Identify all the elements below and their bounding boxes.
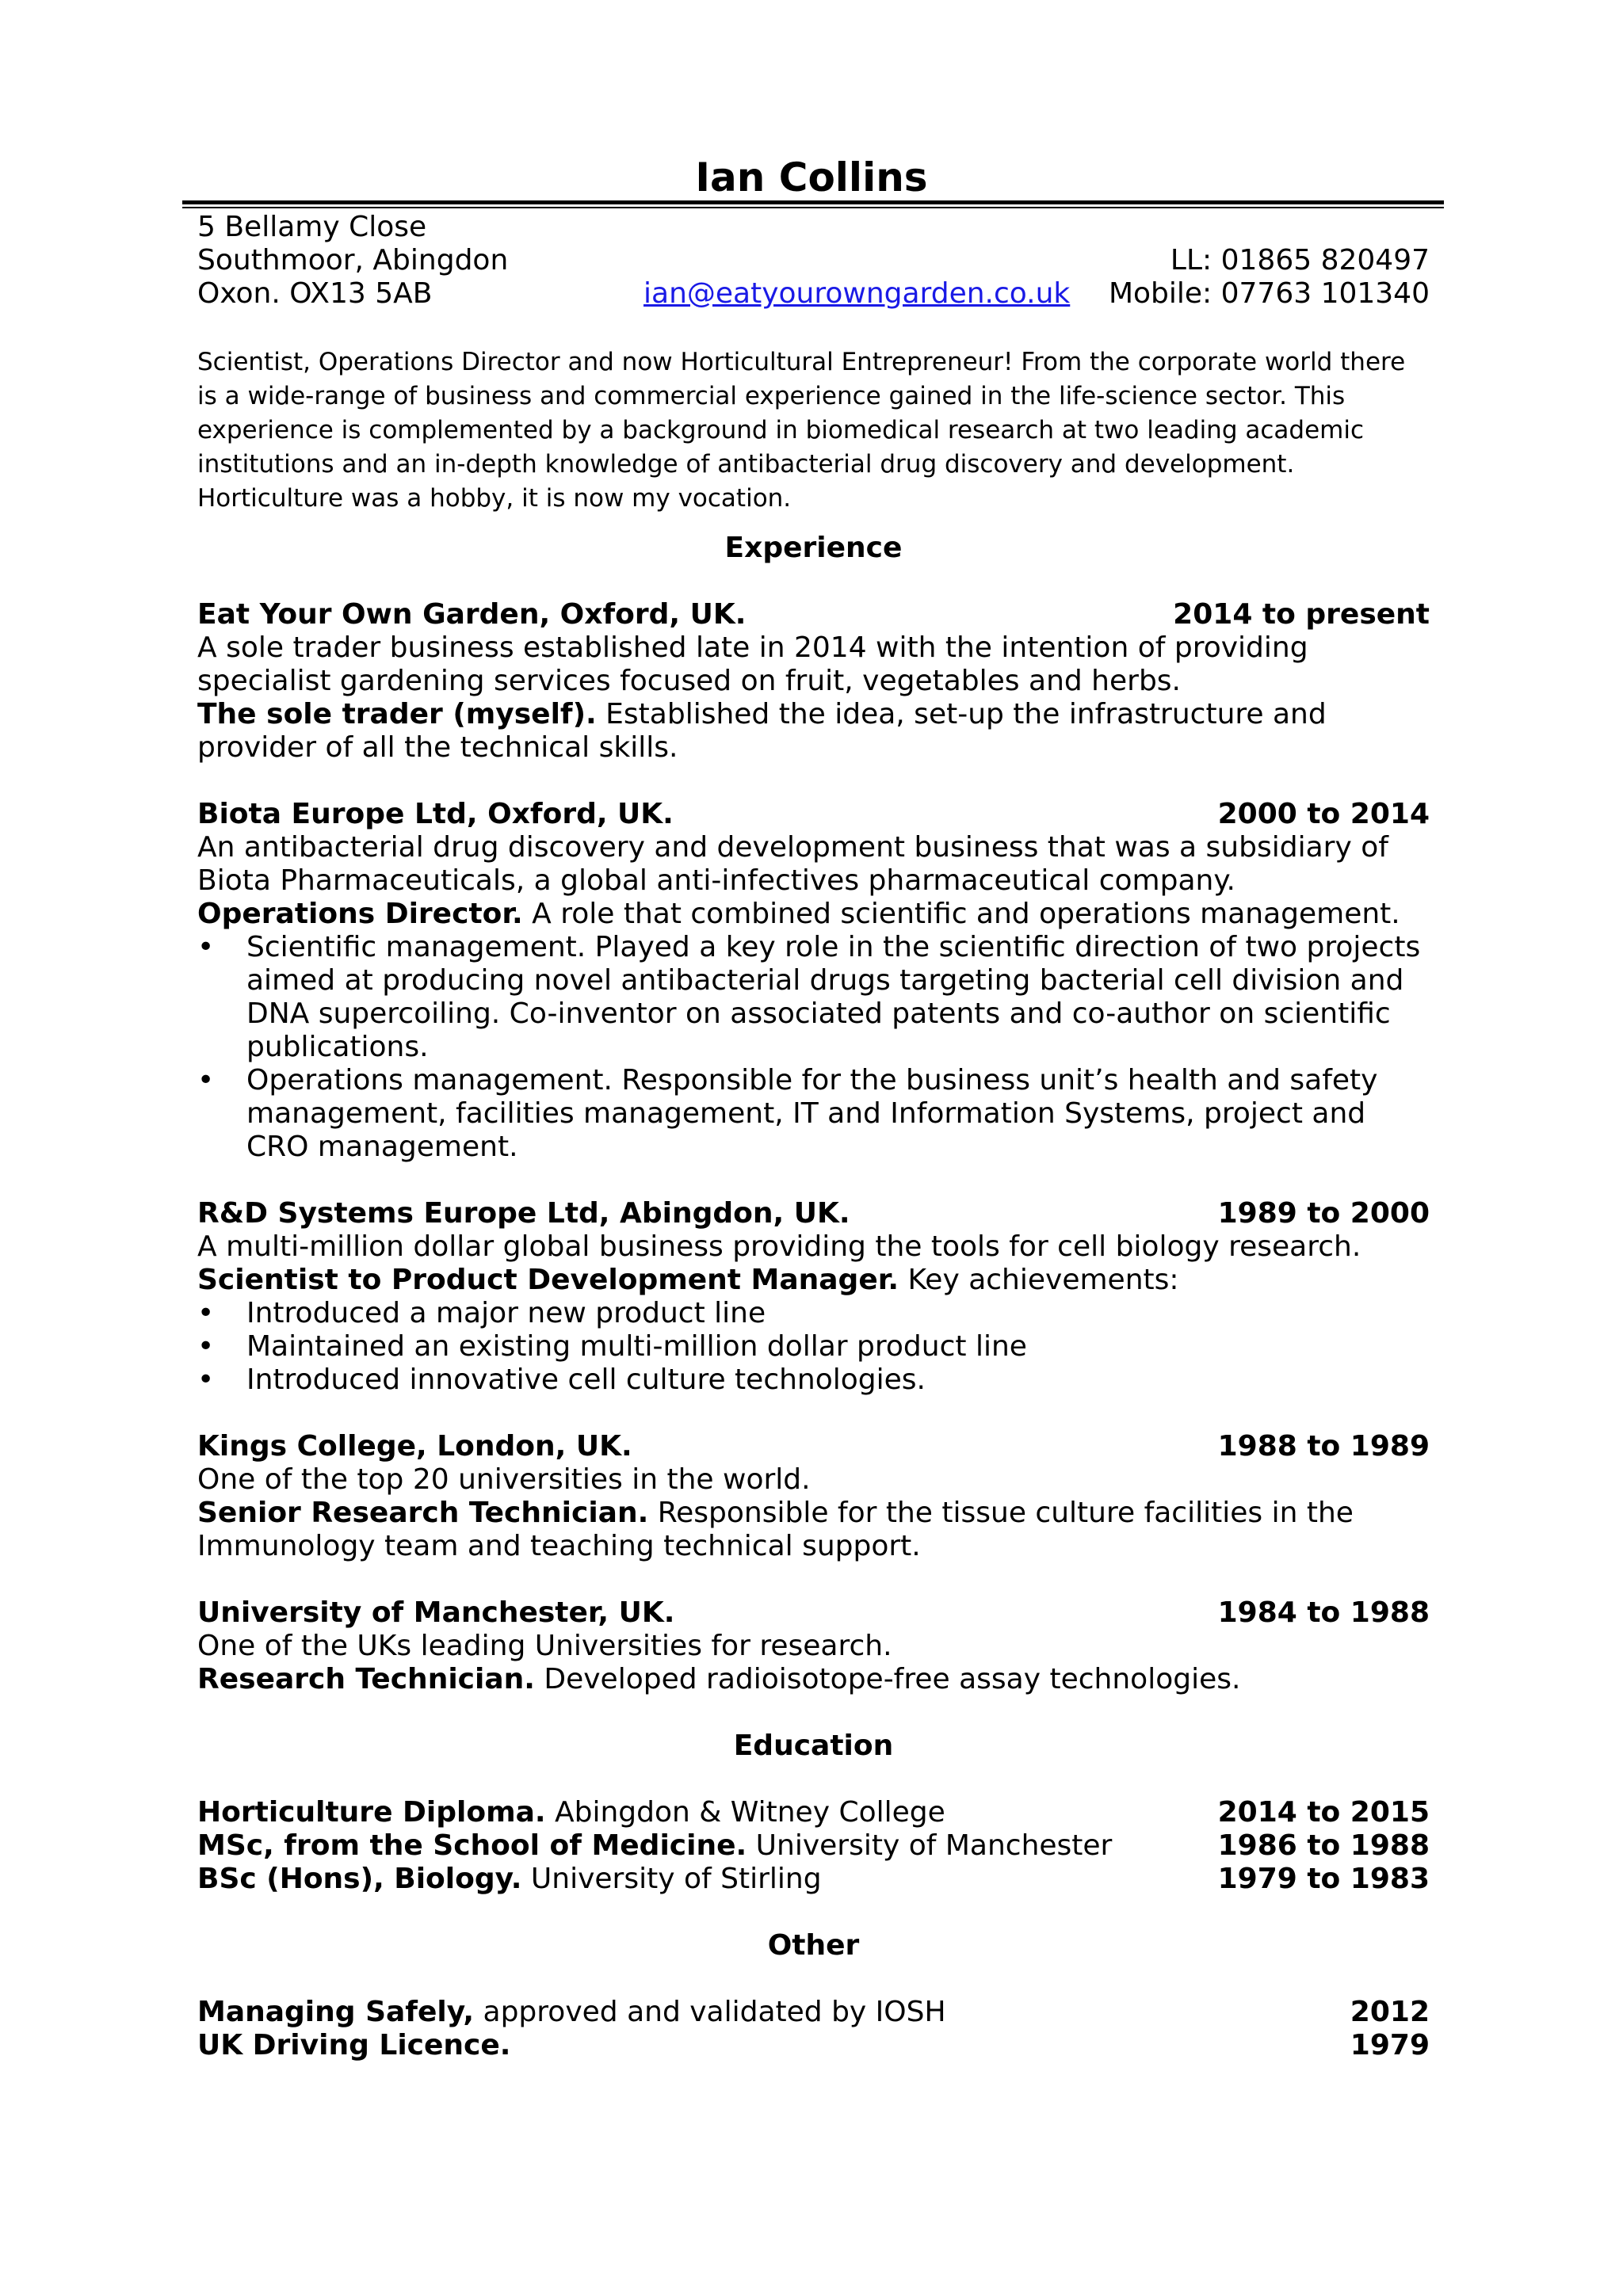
education-item-dates: 1979 to 1983 (1217, 1863, 1430, 1895)
job-role-text: Developed radioisotope-free assay technologies. (534, 1663, 1241, 1695)
job-bullet-text: Introduced innovative cell culture technologies. (246, 1363, 926, 1396)
job-bullet-list (197, 931, 1430, 1164)
bullet-icon: • (197, 1330, 215, 1363)
job-bullet-text: Operations management. Responsible for the business unit’s health and safety management, facilities management, IT and Information Systems, project and CRO management. (246, 1064, 1378, 1163)
profile-summary: Scientist, Operations Director and now Horticultural Entrepreneur! From the corporate world there is a wide-range of business and commercial experience gained in the life-science sector. This experience is complemented by a background in biomedical research at two leading academic institutions and an in-depth knowledge of antibacterial drug discovery and development. Horticulture was a hobby, it is now my vocation. (197, 348, 1406, 513)
job-employer: R&D Systems Europe Ltd, Abingdon, UK. (197, 1197, 850, 1230)
cv-name: Ian Collins (695, 154, 928, 200)
job-role-line (197, 1663, 1430, 1696)
address-town: Southmoor, Abingdon (197, 244, 509, 277)
other-heading: Other (767, 1929, 860, 1962)
address-line (197, 211, 1430, 244)
job-dates: 1984 to 1988 (1217, 1596, 1430, 1629)
job-role-line (197, 1264, 1430, 1297)
job-bullet-item (197, 931, 1430, 1064)
education-item-title: MSc, from the School of Medicine. (197, 1829, 747, 1862)
other-item-title: Managing Safely, (197, 1996, 475, 2028)
job-role-title: The sole trader (myself). (197, 698, 597, 730)
job-header (197, 1197, 1430, 1230)
job-header (197, 1596, 1430, 1630)
job-entry (197, 798, 1430, 1164)
job-role-text: Established the idea, set-up the infrastructure and provider of all the technical skills. (197, 698, 1327, 764)
job-bullet-text: Maintained an existing multi-million dollar product line (246, 1330, 1027, 1363)
job-bullet-list (197, 1297, 1430, 1397)
job-dates: 2014 to present (1173, 598, 1430, 631)
job-bullet-item (197, 1064, 1430, 1164)
job-role-line (197, 698, 1430, 765)
bullet-icon: • (197, 1064, 215, 1097)
job-header (197, 1430, 1430, 1463)
job-employer: Biota Europe Ltd, Oxford, UK. (197, 798, 674, 830)
job-dates: 1989 to 2000 (1217, 1197, 1430, 1230)
email-link[interactable]: ian@eatyourowngarden.co.uk (643, 277, 1071, 310)
other-item (197, 2029, 1430, 2062)
experience-list (197, 598, 1430, 1696)
education-item-dates: 2014 to 2015 (1217, 1796, 1430, 1829)
job-role-title: Scientist to Product Development Manager. (197, 1264, 899, 1296)
other-item (197, 1996, 1430, 2029)
other-item-dates: 1979 (1350, 2029, 1430, 2061)
education-item (197, 1796, 1430, 1829)
job-dates: 2000 to 2014 (1217, 798, 1430, 830)
job-bullet-text: Introduced a major new product line (246, 1297, 766, 1329)
education-item (197, 1863, 1430, 1896)
job-role-line (197, 1497, 1430, 1563)
education-item-detail: Abingdon & Witney College (545, 1796, 945, 1829)
other-item-title: UK Driving Licence. (197, 2029, 511, 2061)
job-role-text: A role that combined scientific and operations management. (522, 898, 1400, 930)
job-bullet-item (197, 1330, 1430, 1363)
address-line (197, 244, 1430, 277)
job-bullet-item (197, 1297, 1430, 1330)
other-list (197, 1996, 1430, 2062)
address-street: 5 Bellamy Close (197, 211, 427, 243)
job-dates: 1988 to 1989 (1217, 1430, 1430, 1463)
job-bullet-item (197, 1363, 1430, 1397)
job-description: An antibacterial drug discovery and development business that was a subsidiary of Biota Pharmaceuticals, a global anti-infectives pharmaceutical company. (197, 831, 1388, 897)
job-employer: University of Manchester, UK. (197, 1596, 675, 1629)
education-item (197, 1829, 1430, 1863)
job-entry (197, 1430, 1430, 1563)
education-item-detail: University of Stirling (521, 1863, 822, 1895)
education-item-dates: 1986 to 1988 (1217, 1829, 1430, 1862)
job-header (197, 598, 1430, 631)
address-line (197, 277, 1430, 311)
education-item-title: BSc (Hons), Biology. (197, 1863, 522, 1895)
job-role-line (197, 898, 1430, 931)
job-role-text: Responsible for the tissue culture facilities in the Immunology team and teaching technical support. (197, 1497, 1354, 1562)
landline-number: LL: 01865 820497 (1170, 244, 1430, 277)
bullet-icon: • (197, 931, 215, 963)
address-postcode: Oxon. OX13 5AB (197, 277, 433, 310)
mobile-number: Mobile: 07763 101340 (1108, 277, 1430, 310)
job-description: One of the UKs leading Universities for research. (197, 1630, 892, 1662)
job-header (197, 798, 1430, 831)
job-description: A multi-million dollar global business providing the tools for cell biology research. (197, 1230, 1361, 1263)
job-role-title: Operations Director. (197, 898, 523, 930)
education-item-title: Horticulture Diploma. (197, 1796, 546, 1829)
job-bullet-text: Scientific management. Played a key role in the scientific direction of two projects aimed at producing novel antibacterial drugs targeting bacterial cell division and DNA supercoiling. Co-inventor on associated patents and co-author on scientific publications. (246, 931, 1421, 1063)
bullet-icon: • (197, 1363, 215, 1396)
other-item-detail: approved and validated by IOSH (474, 1996, 946, 2028)
education-list (197, 1796, 1430, 1896)
bullet-icon: • (197, 1297, 215, 1329)
job-employer: Kings College, London, UK. (197, 1430, 632, 1463)
job-description: One of the top 20 universities in the world. (197, 1463, 811, 1496)
header-rule-thin (182, 207, 1444, 208)
other-item-dates: 2012 (1350, 1996, 1430, 2028)
contact-block (197, 211, 1430, 311)
education-item-detail: University of Manchester (747, 1829, 1113, 1862)
job-employer: Eat Your Own Garden, Oxford, UK. (197, 598, 747, 631)
experience-heading: Experience (724, 532, 903, 564)
header-rule-thick (182, 200, 1444, 204)
job-entry (197, 1197, 1430, 1397)
job-role-text: Key achievements: (899, 1264, 1179, 1296)
job-entry (197, 1596, 1430, 1696)
job-role-title: Research Technician. (197, 1663, 535, 1695)
cv-content (197, 211, 1430, 2062)
education-heading: Education (733, 1730, 894, 1762)
job-description: A sole trader business established late in 2014 with the intention of providing specialist gardening services focused on fruit, vegetables and herbs. (197, 631, 1308, 697)
job-entry (197, 598, 1430, 765)
job-role-title: Senior Research Technician. (197, 1497, 649, 1529)
